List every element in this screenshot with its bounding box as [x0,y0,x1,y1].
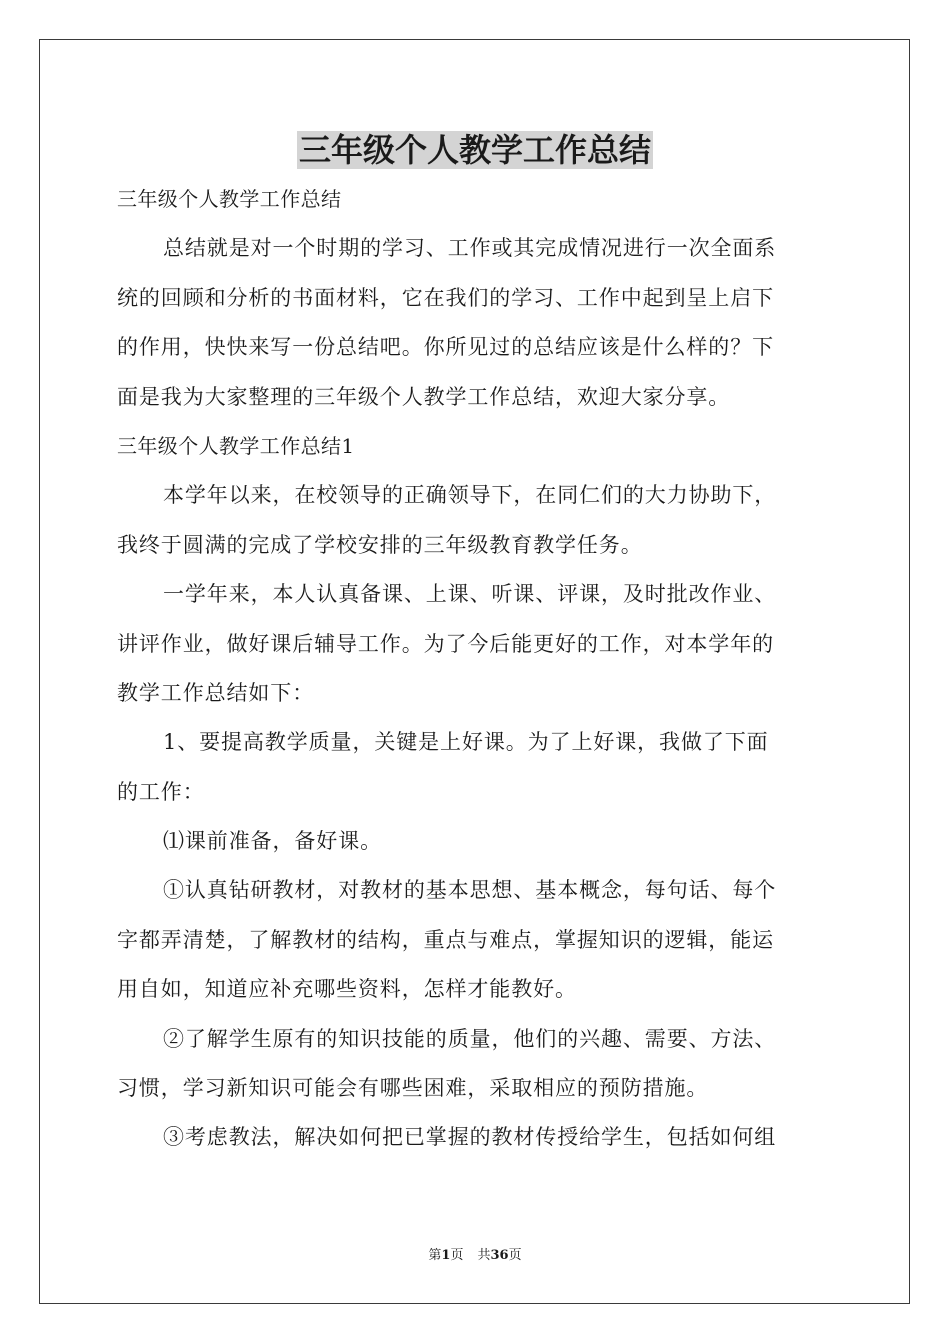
paragraph-line: ②了解学生原有的知识技能的质量，他们的兴趣、需要、方法、 [163,1026,777,1051]
total-page-count: 36 [490,1248,509,1263]
paragraph-line: 用自如，知道应补充哪些资料，怎样才能教好。 [117,977,577,1002]
paragraph-line: 讲评作业，做好课后辅导工作。为了今后能更好的工作，对本学年的 [117,631,774,656]
page-prefix: 第 [428,1248,442,1263]
paragraph-line: ①认真钻研教材，对教材的基本思想、基本概念，每句话、每个 [163,878,777,903]
total-suffix: 页 [508,1248,522,1263]
paragraph-line: 我终于圆满的完成了学校安排的三年级教育教学任务。 [117,532,643,557]
paragraph-line: ⑴课前准备，备好课。 [163,829,382,854]
paragraph-line: 1、要提高教学质量，关键是上好课。为了上好课，我做了下面 [163,730,769,755]
document-body [117,175,834,1163]
current-page-number: 1 [441,1248,451,1263]
paragraph-line: 的作用，快快来写一份总结吧。你所见过的总结应该是什么样的？下 [117,335,774,360]
paragraph-line: 统的回顾和分析的书面材料，它在我们的学习、工作中起到呈上启下 [117,285,774,310]
paragraph-line: 本学年以来，在校领导的正确领导下，在同仁们的大力协助下， [163,483,777,508]
document-title-text: 三年级个人教学工作总结 [298,131,651,169]
paragraph-line: 字都弄清楚，了解教材的结构，重点与难点，掌握知识的逻辑，能运 [117,927,774,952]
paragraph-line: 习惯，学习新知识可能会有哪些困难，采取相应的预防措施。 [117,1076,709,1101]
page-footer [0,1246,950,1266]
paragraph-line: 总结就是对一个时期的学习、工作或其完成情况进行一次全面系 [163,236,777,261]
paragraph-line: 一学年来，本人认真备课、上课、听课、评课，及时批改作业、 [163,582,777,607]
document-title [0,128,950,172]
section-heading: 三年级个人教学工作总结1 [117,433,355,458]
paragraph-line: 的工作： [117,779,205,804]
page-suffix: 页 [450,1248,464,1263]
section-heading: 三年级个人教学工作总结 [117,187,342,211]
paragraph-line: 教学工作总结如下： [117,680,315,705]
total-prefix: 共 [477,1248,491,1263]
paragraph-line: 面是我为大家整理的三年级个人教学工作总结，欢迎大家分享。 [117,384,731,409]
paragraph-line: ③考虑教法，解决如何把已掌握的教材传授给学生，包括如何组 [163,1125,777,1150]
